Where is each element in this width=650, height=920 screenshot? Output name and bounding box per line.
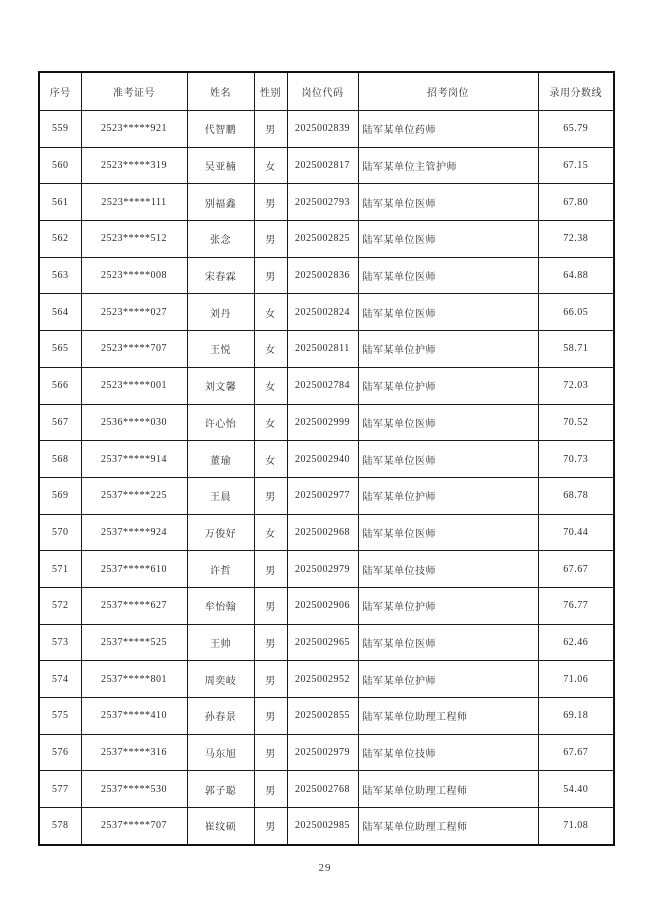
- cell-gender: 男: [254, 551, 287, 588]
- cell-name: 许哲: [187, 551, 254, 588]
- cell-gender: 男: [254, 734, 287, 771]
- column-header-gender: 性别: [254, 72, 287, 111]
- cell-job_code: 2025002979: [287, 734, 358, 771]
- cell-index: 561: [39, 184, 81, 221]
- cell-score_line: 71.08: [538, 808, 614, 845]
- cell-score_line: 58.71: [538, 331, 614, 368]
- column-header-score_line: 录用分数线: [538, 72, 614, 111]
- cell-name: 孙春景: [187, 698, 254, 735]
- cell-position: 陆军某单位护师: [358, 661, 538, 698]
- cell-gender: 男: [254, 808, 287, 845]
- table-row: [39, 294, 614, 331]
- cell-job_code: 2025002968: [287, 514, 358, 551]
- table-row: [39, 698, 614, 735]
- cell-job_code: 2025002836: [287, 257, 358, 294]
- cell-gender: 男: [254, 661, 287, 698]
- cell-score_line: 70.73: [538, 441, 614, 478]
- cell-ticket: 2523*****512: [81, 221, 187, 258]
- cell-gender: 女: [254, 404, 287, 441]
- cell-ticket: 2523*****111: [81, 184, 187, 221]
- column-header-index: 序号: [39, 72, 81, 111]
- cell-gender: 女: [254, 441, 287, 478]
- cell-ticket: 2537*****225: [81, 477, 187, 514]
- cell-gender: 男: [254, 624, 287, 661]
- cell-position: 陆军某单位护师: [358, 367, 538, 404]
- cell-name: 王悦: [187, 331, 254, 368]
- cell-score_line: 72.03: [538, 367, 614, 404]
- table-row: [39, 771, 614, 808]
- cell-name: 张念: [187, 221, 254, 258]
- table-row: [39, 808, 614, 845]
- cell-ticket: 2537*****801: [81, 661, 187, 698]
- cell-gender: 男: [254, 111, 287, 148]
- cell-ticket: 2537*****316: [81, 734, 187, 771]
- cell-gender: 女: [254, 514, 287, 551]
- cell-score_line: 54.40: [538, 771, 614, 808]
- cell-name: 王晨: [187, 477, 254, 514]
- cell-position: 陆军某单位医师: [358, 514, 538, 551]
- cell-job_code: 2025002839: [287, 111, 358, 148]
- cell-score_line: 70.44: [538, 514, 614, 551]
- cell-index: 578: [39, 808, 81, 845]
- table-head: [39, 72, 614, 111]
- table-row: [39, 477, 614, 514]
- cell-ticket: 2523*****319: [81, 147, 187, 184]
- cell-ticket: 2537*****525: [81, 624, 187, 661]
- column-header-job_code: 岗位代码: [287, 72, 358, 111]
- cell-position: 陆军某单位助理工程师: [358, 771, 538, 808]
- table-row: [39, 624, 614, 661]
- cell-score_line: 69.18: [538, 698, 614, 735]
- table-row: [39, 221, 614, 258]
- cell-job_code: 2025002824: [287, 294, 358, 331]
- cell-ticket: 2537*****707: [81, 808, 187, 845]
- table-row: [39, 367, 614, 404]
- table-row: [39, 587, 614, 624]
- cell-score_line: 76.77: [538, 587, 614, 624]
- cell-index: 576: [39, 734, 81, 771]
- cell-ticket: 2523*****027: [81, 294, 187, 331]
- table-row: [39, 404, 614, 441]
- cell-index: 570: [39, 514, 81, 551]
- cell-index: 569: [39, 477, 81, 514]
- cell-ticket: 2523*****008: [81, 257, 187, 294]
- cell-position: 陆军某单位医师: [358, 441, 538, 478]
- admission-score-table: [38, 71, 615, 846]
- cell-score_line: 64.88: [538, 257, 614, 294]
- cell-score_line: 66.05: [538, 294, 614, 331]
- table-row: [39, 551, 614, 588]
- cell-index: 572: [39, 587, 81, 624]
- cell-position: 陆军某单位护师: [358, 477, 538, 514]
- cell-name: 宋春霖: [187, 257, 254, 294]
- cell-job_code: 2025002999: [287, 404, 358, 441]
- table-row: [39, 257, 614, 294]
- cell-gender: 男: [254, 221, 287, 258]
- cell-score_line: 65.79: [538, 111, 614, 148]
- cell-position: 陆军某单位医师: [358, 624, 538, 661]
- table-body: [39, 111, 614, 845]
- cell-gender: 男: [254, 771, 287, 808]
- table-row: [39, 661, 614, 698]
- cell-name: 刘文馨: [187, 367, 254, 404]
- cell-name: 董瑜: [187, 441, 254, 478]
- cell-ticket: 2537*****627: [81, 587, 187, 624]
- cell-index: 566: [39, 367, 81, 404]
- cell-score_line: 70.52: [538, 404, 614, 441]
- cell-position: 陆军某单位助理工程师: [358, 808, 538, 845]
- cell-index: 562: [39, 221, 81, 258]
- cell-ticket: 2537*****924: [81, 514, 187, 551]
- cell-name: 王帅: [187, 624, 254, 661]
- cell-job_code: 2025002985: [287, 808, 358, 845]
- cell-position: 陆军某单位医师: [358, 184, 538, 221]
- cell-position: 陆军某单位药师: [358, 111, 538, 148]
- cell-index: 565: [39, 331, 81, 368]
- cell-ticket: 2536*****030: [81, 404, 187, 441]
- table-row: [39, 147, 614, 184]
- cell-index: 564: [39, 294, 81, 331]
- cell-job_code: 2025002979: [287, 551, 358, 588]
- cell-gender: 男: [254, 257, 287, 294]
- table-row: [39, 441, 614, 478]
- cell-name: 崔纹硕: [187, 808, 254, 845]
- cell-index: 567: [39, 404, 81, 441]
- table-row: [39, 734, 614, 771]
- cell-score_line: 68.78: [538, 477, 614, 514]
- cell-gender: 女: [254, 331, 287, 368]
- cell-gender: 女: [254, 367, 287, 404]
- cell-job_code: 2025002977: [287, 477, 358, 514]
- cell-score_line: 67.15: [538, 147, 614, 184]
- cell-index: 559: [39, 111, 81, 148]
- cell-position: 陆军某单位技师: [358, 551, 538, 588]
- cell-position: 陆军某单位医师: [358, 221, 538, 258]
- cell-index: 563: [39, 257, 81, 294]
- cell-name: 马东旭: [187, 734, 254, 771]
- cell-position: 陆军某单位医师: [358, 404, 538, 441]
- cell-gender: 男: [254, 587, 287, 624]
- cell-ticket: 2537*****410: [81, 698, 187, 735]
- cell-score_line: 62.46: [538, 624, 614, 661]
- cell-position: 陆军某单位护师: [358, 587, 538, 624]
- cell-position: 陆军某单位医师: [358, 294, 538, 331]
- cell-job_code: 2025002906: [287, 587, 358, 624]
- cell-ticket: 2523*****921: [81, 111, 187, 148]
- table-row: [39, 331, 614, 368]
- cell-position: 陆军某单位医师: [358, 257, 538, 294]
- cell-position: 陆军某单位助理工程师: [358, 698, 538, 735]
- cell-score_line: 67.67: [538, 734, 614, 771]
- cell-job_code: 2025002855: [287, 698, 358, 735]
- table-row: [39, 514, 614, 551]
- cell-name: 刘丹: [187, 294, 254, 331]
- cell-gender: 男: [254, 184, 287, 221]
- column-header-name: 姓名: [187, 72, 254, 111]
- cell-gender: 女: [254, 147, 287, 184]
- column-header-ticket: 准考证号: [81, 72, 187, 111]
- cell-position: 陆军某单位主管护师: [358, 147, 538, 184]
- cell-name: 牟怡翰: [187, 587, 254, 624]
- cell-index: 571: [39, 551, 81, 588]
- cell-job_code: 2025002768: [287, 771, 358, 808]
- cell-gender: 男: [254, 477, 287, 514]
- cell-score_line: 72.38: [538, 221, 614, 258]
- cell-score_line: 67.67: [538, 551, 614, 588]
- table-row: [39, 111, 614, 148]
- column-header-position: 招考岗位: [358, 72, 538, 111]
- cell-job_code: 2025002825: [287, 221, 358, 258]
- cell-index: 575: [39, 698, 81, 735]
- cell-index: 568: [39, 441, 81, 478]
- cell-name: 许心怡: [187, 404, 254, 441]
- cell-ticket: 2537*****610: [81, 551, 187, 588]
- cell-gender: 女: [254, 294, 287, 331]
- cell-name: 周奕岐: [187, 661, 254, 698]
- cell-job_code: 2025002965: [287, 624, 358, 661]
- cell-index: 573: [39, 624, 81, 661]
- cell-job_code: 2025002940: [287, 441, 358, 478]
- cell-index: 577: [39, 771, 81, 808]
- cell-ticket: 2523*****001: [81, 367, 187, 404]
- cell-index: 574: [39, 661, 81, 698]
- header-row: [39, 72, 614, 111]
- cell-name: 吴亚楠: [187, 147, 254, 184]
- cell-job_code: 2025002952: [287, 661, 358, 698]
- table-row: [39, 184, 614, 221]
- cell-ticket: 2523*****707: [81, 331, 187, 368]
- cell-name: 郭子聪: [187, 771, 254, 808]
- cell-job_code: 2025002793: [287, 184, 358, 221]
- cell-name: 别福鑫: [187, 184, 254, 221]
- cell-index: 560: [39, 147, 81, 184]
- cell-job_code: 2025002811: [287, 331, 358, 368]
- cell-position: 陆军某单位技师: [358, 734, 538, 771]
- cell-score_line: 67.80: [538, 184, 614, 221]
- cell-ticket: 2537*****530: [81, 771, 187, 808]
- cell-name: 万俊好: [187, 514, 254, 551]
- cell-job_code: 2025002784: [287, 367, 358, 404]
- page-number: 29: [318, 862, 332, 874]
- cell-name: 代智鹏: [187, 111, 254, 148]
- cell-position: 陆军某单位护师: [358, 331, 538, 368]
- cell-gender: 男: [254, 698, 287, 735]
- cell-score_line: 71.06: [538, 661, 614, 698]
- cell-ticket: 2537*****914: [81, 441, 187, 478]
- cell-job_code: 2025002817: [287, 147, 358, 184]
